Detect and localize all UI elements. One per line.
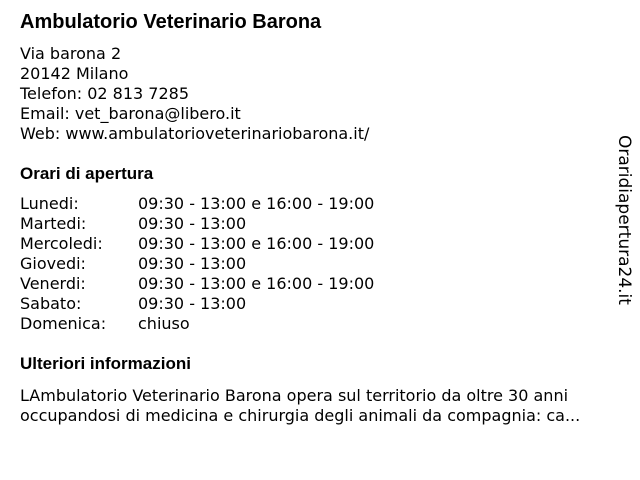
hours-row xyxy=(20,234,374,254)
hours-row xyxy=(20,214,374,234)
hours-row xyxy=(20,194,374,214)
additional-info-text xyxy=(20,386,630,426)
address-street: Via barona 2 xyxy=(20,44,122,63)
opening-hours-table xyxy=(20,194,374,334)
hours-day: Mercoledi: xyxy=(20,234,103,253)
hours-time: 09:30 - 13:00 xyxy=(138,294,247,313)
hours-row xyxy=(20,294,374,314)
hours-row xyxy=(20,254,374,274)
hours-row xyxy=(20,314,374,334)
hours-day: Lunedi: xyxy=(20,194,79,213)
additional-info-title: Ulteriori informazioni xyxy=(20,354,191,373)
hours-time: 09:30 - 13:00 xyxy=(138,254,247,273)
hours-day: Sabato: xyxy=(20,294,82,313)
hours-day: Martedi: xyxy=(20,214,87,233)
address-city: 20142 Milano xyxy=(20,64,129,83)
hours-day: Giovedi: xyxy=(20,254,86,273)
hours-day: Venerdi: xyxy=(20,274,86,293)
phone-number: Telefon: 02 813 7285 xyxy=(20,84,190,103)
opening-hours-title: Orari di apertura xyxy=(20,164,154,183)
hours-time: 09:30 - 13:00 e 16:00 - 19:00 xyxy=(138,234,375,253)
hours-time: 09:30 - 13:00 e 16:00 - 19:00 xyxy=(138,194,375,213)
description-line: LAmbulatorio Veterinario Barona opera sul territorio da oltre 30 anni xyxy=(20,386,569,405)
website: Web: www.ambulatorioveterinariobarona.it/ xyxy=(20,124,370,143)
hours-row xyxy=(20,274,374,294)
contact-info xyxy=(20,44,369,144)
hours-time: 09:30 - 13:00 e 16:00 - 19:00 xyxy=(138,274,375,293)
hours-time: 09:30 - 13:00 xyxy=(138,214,247,233)
description-line: occupandosi di medicina e chirurgia degli animali da compagnia: ca... xyxy=(20,406,581,425)
email-address: Email: vet_barona@libero.it xyxy=(20,104,241,123)
business-name: Ambulatorio Veterinario Barona xyxy=(20,11,322,33)
hours-day: Domenica: xyxy=(20,314,107,333)
hours-time: chiuso xyxy=(138,314,190,333)
brand-watermark: Oraridiapertura24.it xyxy=(614,135,634,305)
